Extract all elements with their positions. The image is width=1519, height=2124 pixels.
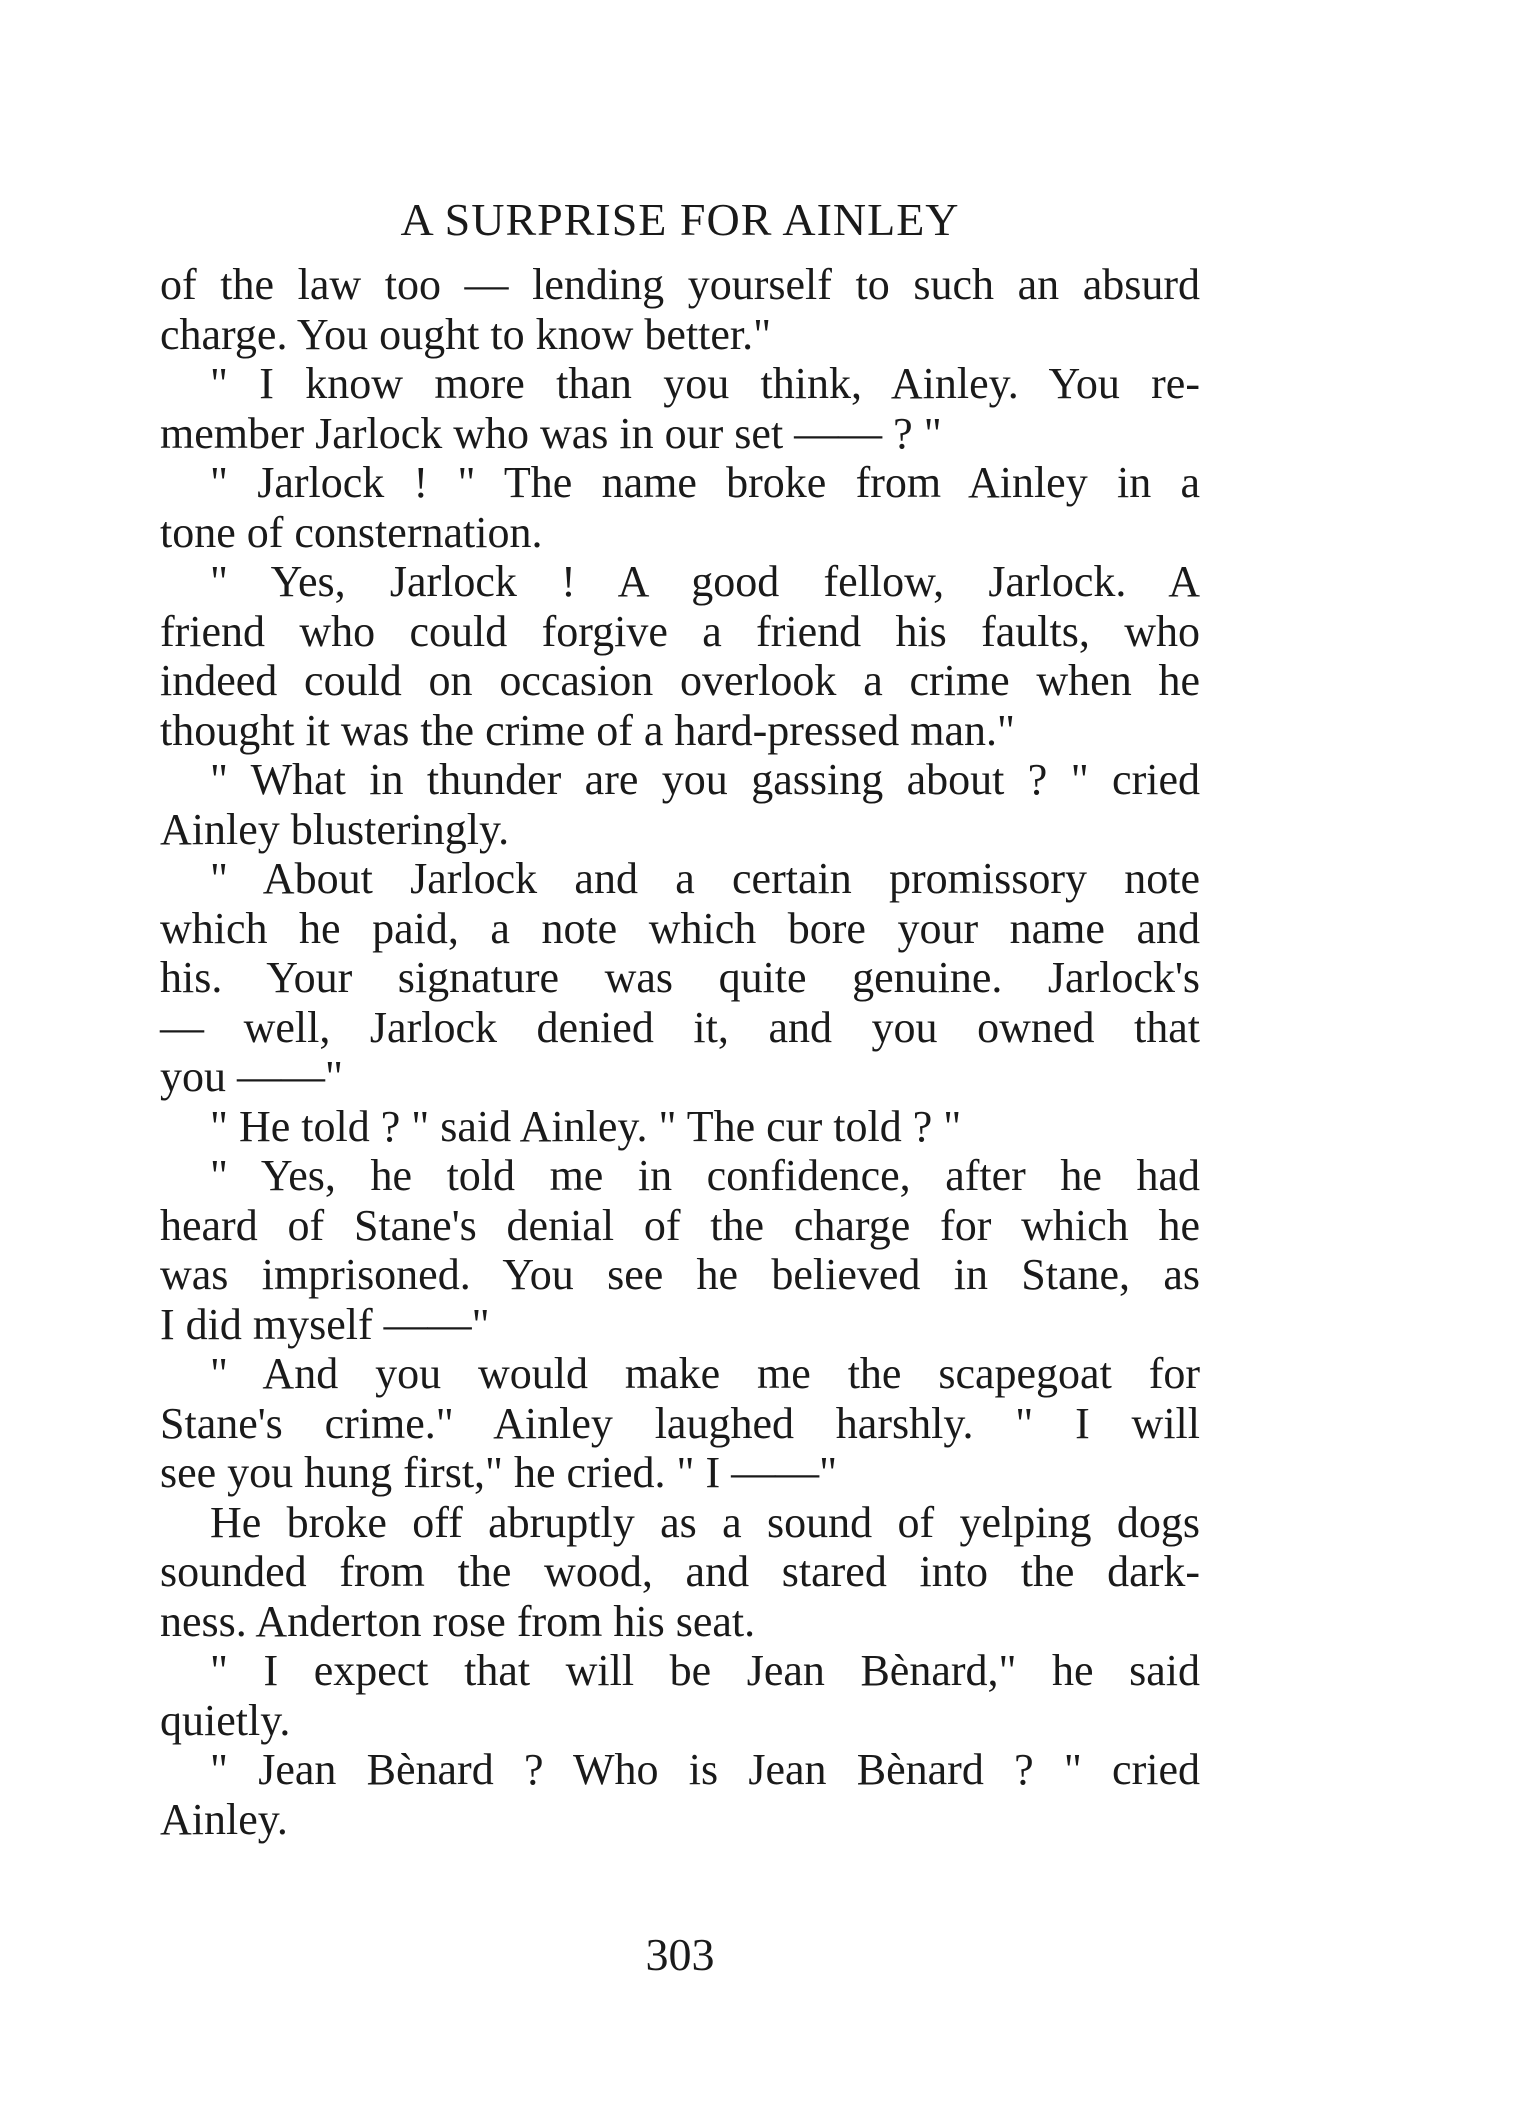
text-line: thought it was the crime of a hard-pressed man."	[160, 705, 1015, 755]
text-line: " He told ? " said Ainley. " The cur told ? "	[210, 1101, 962, 1151]
text-line: " I expect that will be Jean Bènard," he said	[210, 1646, 1200, 1695]
text-line: quietly.	[160, 1695, 291, 1745]
text-line: " Jarlock ! " The name broke from Ainley in a	[210, 458, 1200, 507]
body-text	[160, 260, 1200, 1844]
text-line: " And you would make me the scapegoat for	[210, 1349, 1200, 1398]
text-line: He broke off abruptly as a sound of yelping dogs	[210, 1497, 1200, 1547]
text-line: of the law too — lending yourself to such an absurd	[160, 260, 1200, 309]
running-head: A SURPRISE FOR AINLEY	[400, 194, 960, 245]
text-line: which he paid, a note which bore your name and	[160, 903, 1200, 953]
text-line: I did myself ——"	[160, 1299, 490, 1349]
page-number: 303	[645, 1929, 715, 1980]
text-line: heard of Stane's denial of the charge for which he	[160, 1200, 1200, 1250]
text-line: " What in thunder are you gassing about ? " cried	[210, 755, 1200, 804]
text-line: see you hung first," he cried. " I ——"	[160, 1448, 838, 1497]
text-line: " I know more than you think, Ainley. You re-	[210, 359, 1200, 408]
text-line: Stane's crime." Ainley laughed harshly. " I will	[160, 1398, 1200, 1448]
text-line: Ainley blusteringly.	[160, 804, 510, 854]
text-line: ness. Anderton rose from his seat.	[160, 1596, 756, 1646]
text-line: sounded from the wood, and stared into the dark-	[160, 1547, 1200, 1596]
text-line: " Yes, Jarlock ! A good fellow, Jarlock. A	[210, 557, 1200, 606]
text-line: you ——"	[160, 1052, 343, 1101]
text-line: tone of consternation.	[160, 507, 543, 557]
text-line: indeed could on occasion overlook a crime when he	[160, 656, 1200, 705]
text-line: his. Your signature was quite genuine. Jarlock's	[160, 953, 1200, 1002]
text-line: — well, Jarlock denied it, and you owned that	[160, 1002, 1200, 1052]
text-line: Ainley.	[160, 1794, 288, 1844]
text-line: charge. You ought to know better."	[160, 309, 772, 359]
text-line: " Jean Bènard ? Who is Jean Bènard ? " cried	[210, 1745, 1200, 1794]
text-line: was imprisoned. You see he believed in Stane, as	[160, 1250, 1200, 1299]
text-line: friend who could forgive a friend his faults, who	[160, 606, 1200, 656]
text-line: " About Jarlock and a certain promissory note	[210, 854, 1200, 903]
text-line: member Jarlock who was in our set —— ? "	[160, 408, 942, 458]
text-line: " Yes, he told me in confidence, after he had	[210, 1151, 1200, 1200]
